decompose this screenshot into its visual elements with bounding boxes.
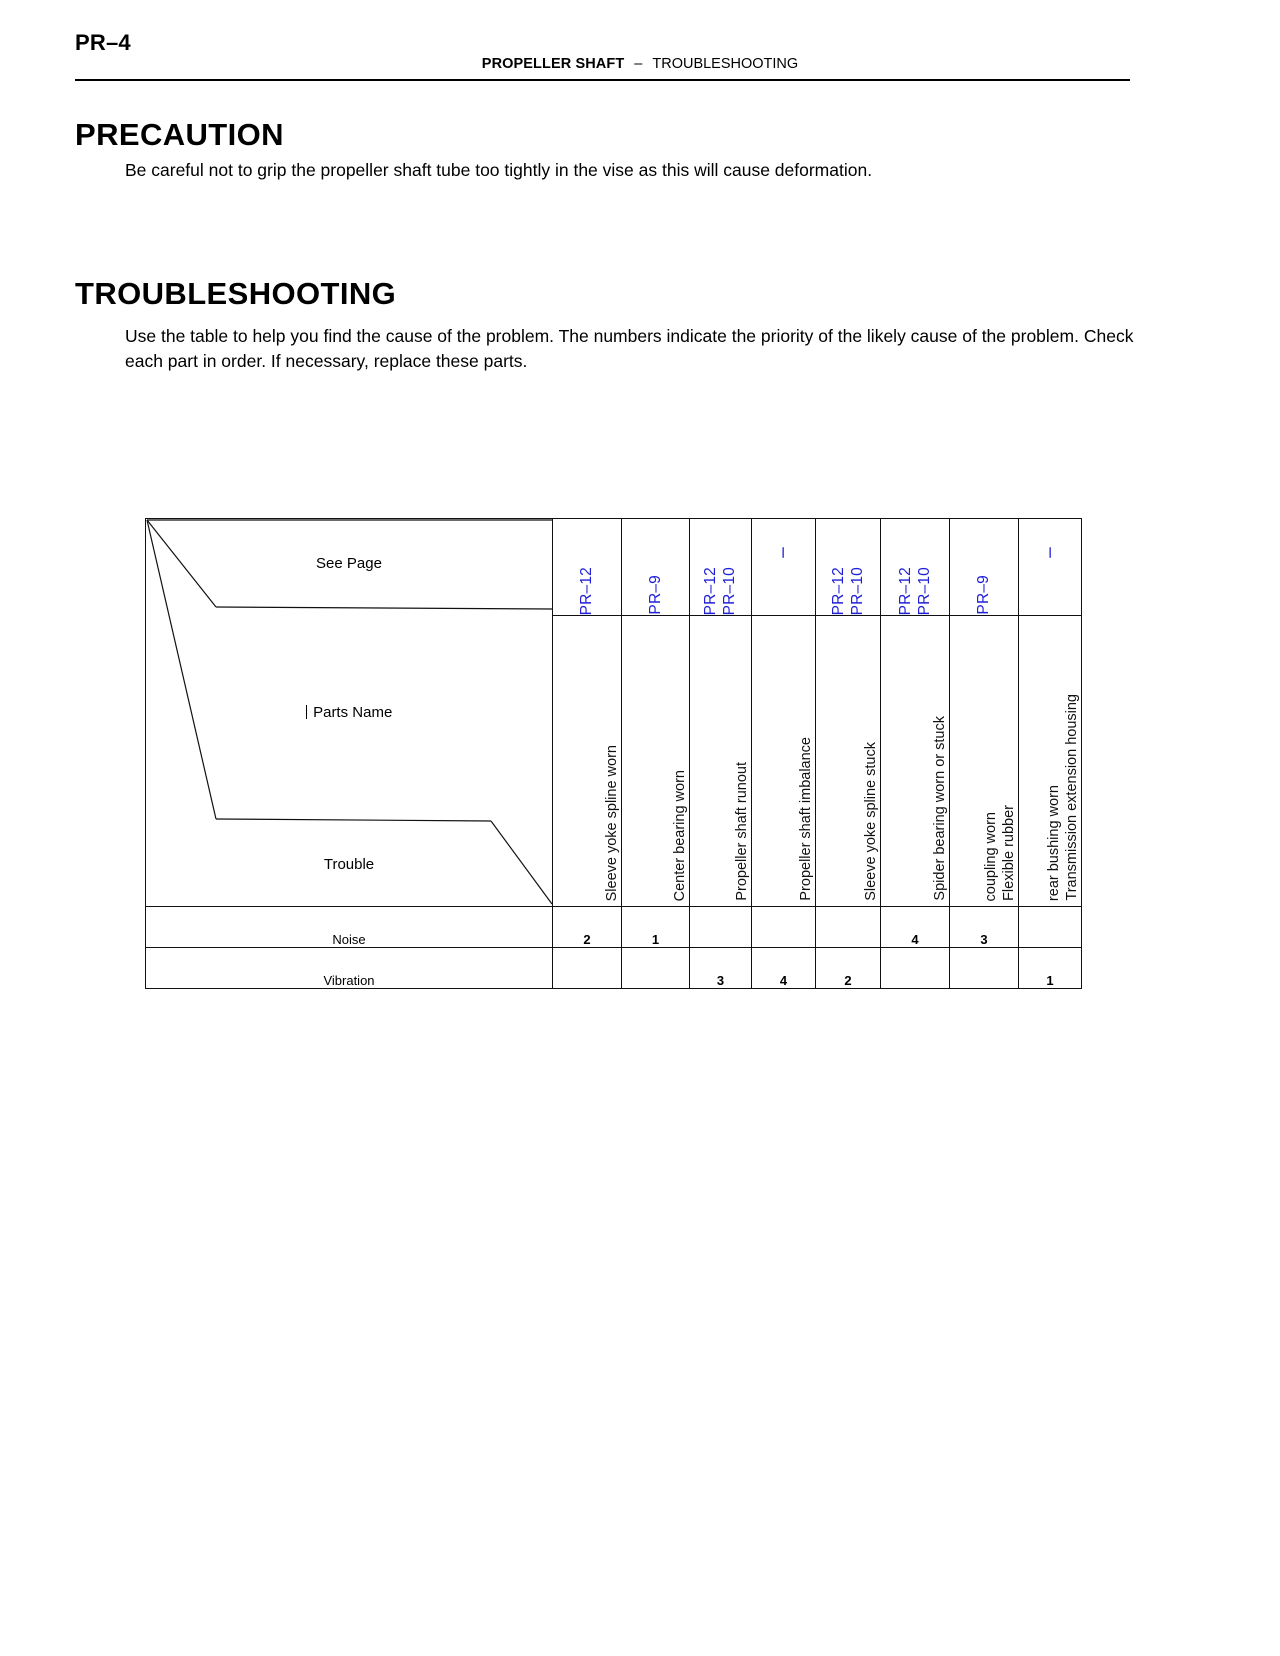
trouble-label: Vibration bbox=[146, 948, 553, 989]
priority-cell bbox=[553, 948, 622, 989]
part-name-label: Sleeve yoke spline stuck bbox=[863, 742, 880, 901]
part-name-label: coupling worn bbox=[982, 811, 999, 901]
page-header bbox=[0, 0, 1280, 86]
priority-cell bbox=[752, 907, 816, 948]
see-page-reference[interactable]: PR–10 bbox=[721, 566, 738, 615]
divider-tick-icon bbox=[306, 705, 307, 719]
priority-cell: 2 bbox=[816, 948, 881, 989]
priority-cell: 3 bbox=[950, 907, 1019, 948]
running-head bbox=[0, 56, 1280, 72]
priority-cell: 1 bbox=[622, 907, 690, 948]
priority-cell bbox=[622, 948, 690, 989]
priority-cell: 4 bbox=[752, 948, 816, 989]
see-page-none-icon: – bbox=[1039, 547, 1061, 558]
priority-cell: 1 bbox=[1019, 948, 1082, 989]
priority-cell bbox=[950, 948, 1019, 989]
see-page-none-icon: – bbox=[772, 547, 794, 558]
see-page-cell bbox=[690, 519, 752, 616]
part-name-cell bbox=[950, 616, 1019, 907]
part-name-label: rear bushing worn bbox=[1045, 784, 1062, 901]
see-page-cell bbox=[553, 519, 622, 616]
see-page-cell bbox=[1019, 519, 1082, 616]
corner-label-trouble: Trouble bbox=[323, 856, 375, 873]
priority-cell: 3 bbox=[690, 948, 752, 989]
table-corner-cell bbox=[146, 519, 553, 907]
troubleshooting-table bbox=[145, 518, 1082, 989]
see-page-reference[interactable]: PR–12 bbox=[578, 566, 596, 615]
see-page-reference[interactable]: PR–9 bbox=[646, 575, 664, 615]
corner-label-parts-name bbox=[146, 704, 552, 721]
priority-cell bbox=[690, 907, 752, 948]
see-page-reference[interactable]: PR–10 bbox=[848, 566, 866, 615]
running-head-separator: – bbox=[634, 56, 643, 72]
corner-label-parts-name-text: Parts Name bbox=[313, 704, 393, 721]
table-row bbox=[146, 948, 1082, 989]
priority-cell bbox=[881, 948, 950, 989]
part-name-cell bbox=[816, 616, 881, 907]
see-page-reference[interactable]: PR–12 bbox=[896, 566, 914, 615]
header-divider bbox=[75, 79, 1130, 81]
part-name-label: Sleeve yoke spline worn bbox=[604, 744, 621, 901]
part-name-cell bbox=[752, 616, 816, 907]
part-name-label: Flexible rubber bbox=[1001, 805, 1018, 901]
priority-cell bbox=[816, 907, 881, 948]
part-name-label: Center bearing worn bbox=[672, 769, 689, 901]
see-page-reference[interactable]: PR–9 bbox=[975, 575, 993, 615]
table-row bbox=[146, 907, 1082, 948]
see-page-reference[interactable]: PR–12 bbox=[829, 566, 847, 615]
part-name-cell bbox=[1019, 616, 1082, 907]
precaution-paragraph: Be careful not to grip the propeller shaft tube too tightly in the vise as this will cause deformation. bbox=[125, 159, 873, 180]
page-number: PR–4 bbox=[75, 30, 131, 55]
part-name-label: Propeller shaft runout bbox=[734, 762, 751, 901]
trouble-label: Noise bbox=[146, 907, 553, 948]
part-name-cell bbox=[622, 616, 690, 907]
part-name-cell bbox=[553, 616, 622, 907]
part-name-label: Propeller shaft imbalance bbox=[798, 737, 815, 901]
part-name-cell bbox=[690, 616, 752, 907]
running-head-section: PROPELLER SHAFT bbox=[481, 56, 625, 72]
see-page-cell bbox=[752, 519, 816, 616]
troubleshooting-table-container bbox=[145, 518, 1081, 988]
see-page-reference[interactable]: PR–12 bbox=[702, 566, 720, 615]
see-page-cell bbox=[816, 519, 881, 616]
corner-label-see-page: See Page bbox=[316, 555, 382, 572]
precaution-heading: PRECAUTION bbox=[75, 116, 284, 152]
part-name-label: Transmission extension housing bbox=[1064, 694, 1081, 901]
priority-cell: 4 bbox=[881, 907, 950, 948]
see-page-cell bbox=[622, 519, 690, 616]
priority-cell bbox=[1019, 907, 1082, 948]
table-header-row-see-page bbox=[146, 519, 1082, 616]
part-name-label: Spider bearing worn or stuck bbox=[932, 716, 949, 901]
part-name-cell bbox=[881, 616, 950, 907]
troubleshooting-heading: TROUBLESHOOTING bbox=[75, 275, 397, 311]
running-head-topic: TROUBLESHOOTING bbox=[652, 56, 799, 72]
priority-cell: 2 bbox=[553, 907, 622, 948]
troubleshooting-paragraph: Use the table to help you find the cause of the problem. The numbers indicate the priority of the likely cause of the problem. Check each part in order. If necessary, replace these parts. bbox=[125, 325, 1134, 372]
see-page-reference[interactable]: PR–10 bbox=[915, 566, 933, 615]
see-page-cell bbox=[881, 519, 950, 616]
see-page-cell bbox=[950, 519, 1019, 616]
